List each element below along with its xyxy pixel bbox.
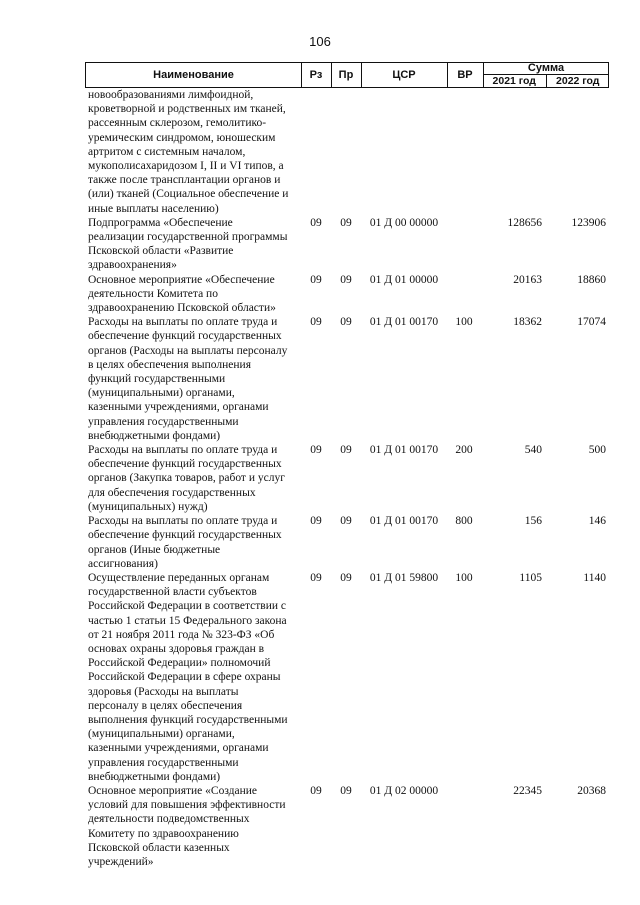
table-row [85, 443, 609, 514]
row-name-line: Расходы на выплаты по оплате труда и [88, 444, 278, 457]
row-name-line: управления государственными [88, 415, 239, 428]
row-name-line: Подпрограмма «Обеспечение [88, 216, 233, 229]
table-row [85, 784, 609, 869]
row-name-line: органов (Иные бюджетные [88, 543, 221, 556]
header-pr: Пр [331, 63, 362, 87]
row-pr: 09 [340, 273, 352, 286]
row-vr: 100 [455, 571, 473, 584]
row-name-line: функций государственными [88, 373, 226, 386]
header-name: Наименование [86, 63, 302, 87]
row-name-line: внебюджетными фондами) [88, 770, 221, 783]
row-sum-2021: 22345 [513, 784, 542, 797]
row-name-line: уремическим синдромом, юношеским [88, 131, 276, 144]
row-pr: 09 [340, 444, 352, 457]
row-name-line: кроветворной и родственных им тканей, [88, 103, 286, 116]
row-name-line: здоровья (Расходы на выплаты [88, 685, 239, 698]
row-name-line: внебюджетными фондами) [88, 429, 221, 442]
row-sum-2022: 17074 [577, 316, 606, 329]
row-rz: 09 [310, 784, 322, 797]
header-year-2022: 2022 год [556, 75, 600, 87]
row-name [85, 571, 300, 784]
row-sum-2021: 18362 [513, 316, 542, 329]
row-csr: 01 Д 01 00170 [369, 316, 439, 329]
row-sum-2021: 20163 [513, 273, 542, 286]
row-pr: 09 [340, 316, 352, 329]
row-name-line: здравоохранению Псковской области» [88, 302, 276, 315]
row-name-line: иные выплаты населению) [88, 202, 219, 215]
row-pr: 09 [340, 515, 352, 528]
row-name-line: ассигнования) [88, 557, 158, 570]
row-name-line: Расходы на выплаты по оплате труда и [88, 515, 278, 528]
row-rz: 09 [310, 316, 322, 329]
row-sum-2021: 156 [524, 515, 542, 528]
row-name-line: Комитету по здравоохранению [88, 827, 239, 840]
header-year-2021: 2021 год [483, 75, 547, 87]
table-row [85, 571, 609, 784]
row-sum-2021: 1105 [519, 571, 542, 584]
table-row [85, 315, 609, 443]
row-name [85, 88, 300, 216]
row-name-line: учреждений» [88, 855, 154, 868]
row-csr: 01 Д 02 00000 [369, 784, 439, 797]
row-name-line: выполнения функций государственными [88, 713, 288, 726]
row-name-line: управления государственными [88, 756, 239, 769]
row-csr: 01 Д 01 00000 [369, 273, 439, 286]
row-name-line: (муниципальных) нужд) [88, 500, 208, 513]
row-name-line: казенными учреждениями, органами [88, 742, 269, 755]
row-name-line: государственной власти субъектов [88, 586, 257, 599]
row-name-line: органов (Закупка товаров, работ и услуг [88, 472, 285, 485]
row-name-line: обеспечение функций государственных [88, 529, 282, 542]
row-rz: 09 [310, 515, 322, 528]
row-name-line: условий для повышения эффективности [88, 799, 286, 812]
header-sum-label: Сумма [483, 63, 609, 75]
table-row [85, 216, 609, 273]
row-csr: 01 Д 01 00170 [369, 515, 439, 528]
row-sum-2022: 123906 [571, 216, 606, 229]
table-row [85, 88, 609, 216]
row-name [85, 315, 300, 443]
row-csr: 01 Д 00 00000 [369, 216, 439, 229]
row-name-line: персоналу в целях обеспечения [88, 699, 243, 712]
row-pr: 09 [340, 571, 352, 584]
row-csr: 01 Д 01 00170 [369, 444, 439, 457]
row-name-line: мукополисахаридозом I, II и VI типов, а [88, 160, 284, 173]
row-rz: 09 [310, 571, 322, 584]
row-name-line: от 21 ноября 2011 года № 323-ФЗ «Об [88, 628, 275, 641]
row-name-line: обеспечение функций государственных [88, 330, 282, 343]
row-sum-2022: 1140 [583, 571, 606, 584]
row-name-line: (или) тканей (Социальное обеспечение и [88, 188, 289, 201]
header-vr: ВР [447, 63, 484, 87]
row-name-line: новообразованиями лимфоидной, [88, 89, 254, 101]
row-vr: 200 [455, 444, 473, 457]
row-sum-2021: 128656 [507, 216, 542, 229]
row-name [85, 443, 300, 514]
row-name-line: здравоохранения» [88, 259, 177, 272]
table-header [85, 62, 609, 88]
row-name-line: также после трансплантации органов и [88, 174, 281, 187]
row-sum-2021: 540 [524, 444, 542, 457]
row-name-line: Псковской области казенных [88, 841, 230, 854]
row-rz: 09 [310, 216, 322, 229]
row-name-line: артритом с системным началом, [88, 145, 246, 158]
page-number: 106 [309, 34, 331, 49]
row-name-line: Российской Федерации в сфере охраны [88, 671, 281, 684]
row-name-line: Осуществление переданных органам [88, 571, 270, 584]
header-rz: Рз [301, 63, 332, 87]
row-vr: 800 [455, 515, 473, 528]
table-row [85, 273, 609, 316]
row-name-line: (муниципальными) органами, [88, 387, 235, 400]
row-name-line: частью 1 статьи 15 Федерального закона [88, 614, 287, 627]
row-name [85, 273, 300, 316]
row-name-line: обеспечение функций государственных [88, 458, 282, 471]
row-pr: 09 [340, 216, 352, 229]
row-name [85, 784, 300, 869]
table-body [85, 88, 609, 869]
row-name-line: Основное мероприятие «Создание [88, 784, 258, 797]
row-name-line: деятельности подведомственных [88, 813, 250, 826]
row-name-line: деятельности Комитета по [88, 287, 218, 300]
row-csr: 01 Д 01 59800 [369, 571, 439, 584]
row-pr: 09 [340, 784, 352, 797]
row-name [85, 216, 300, 273]
row-name-line: органов (Расходы на выплаты персоналу [88, 344, 288, 357]
table-row [85, 514, 609, 571]
row-sum-2022: 500 [588, 444, 606, 457]
header-csr: ЦСР [361, 63, 448, 87]
row-name-line: для обеспечения государственных [88, 486, 256, 499]
row-name-line: реализации государственной программы [88, 231, 288, 244]
row-name-line: Псковской области «Развитие [88, 245, 234, 258]
row-name-line: (муниципальными) органами, [88, 728, 235, 741]
row-name-line: Основное мероприятие «Обеспечение [88, 273, 275, 286]
row-name-line: Российской Федерации в соответствии с [88, 600, 286, 613]
row-name-line: Расходы на выплаты по оплате труда и [88, 316, 278, 329]
row-rz: 09 [310, 444, 322, 457]
row-vr: 100 [455, 316, 473, 329]
row-name-line: казенными учреждениями, органами [88, 401, 269, 414]
row-name-line: в целях обеспечения выполнения [88, 358, 251, 371]
row-name [85, 514, 300, 571]
row-name-line: рассеянным склерозом, гемолитико- [88, 117, 267, 130]
row-rz: 09 [310, 273, 322, 286]
row-name-line: Российской Федерации» полномочий [88, 657, 271, 670]
row-sum-2022: 20368 [577, 784, 606, 797]
row-sum-2022: 18860 [577, 273, 606, 286]
row-name-line: основах охраны здоровья граждан в [88, 642, 265, 655]
header-sum [483, 63, 609, 87]
row-sum-2022: 146 [588, 515, 606, 528]
